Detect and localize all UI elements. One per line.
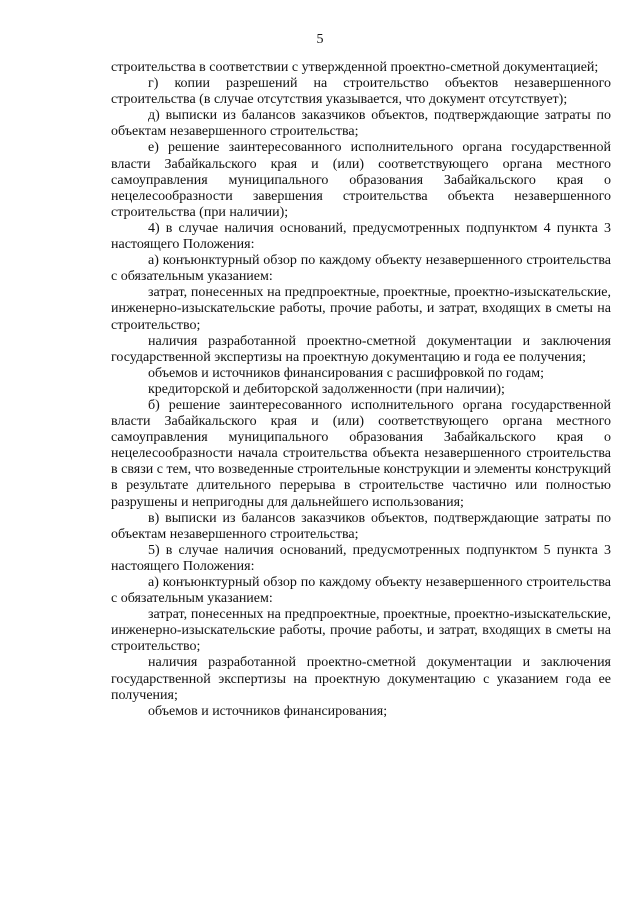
paragraph: объемов и источников финансирования с расшифровкой по годам; (148, 365, 544, 381)
paragraph: д) выписки из балансов заказчиков объектов, подтверждающие затраты по объектам незавершенного строительства; (111, 108, 611, 140)
paragraph: г) копии разрешений на строительство объектов незавершенного строительства (в случае отсутствия указывается, что документ отсутствует); (111, 76, 611, 108)
paragraph: в) выписки из балансов заказчиков объектов, подтверждающие затраты по объектам незавершенного строительства; (111, 510, 611, 542)
paragraph: е) решение заинтересованного исполнительного органа государственной власти Забайкальского края и (или) соответствующего органа местного самоуправления муниципального образования Забайкальского края о нецелесообразности завершения строительства объекта незавершенного строительства (при наличии); (111, 140, 611, 220)
paragraph: б) решение заинтересованного исполнительного органа государственной власти Забайкальского края и (или) соответствующего органа местного самоуправления муниципального образования Забайкальского края о нецелесообразности начала строительства объекта незавершенного строительства в связи с тем, что возведенные строительные конструкции и элементы конструкций в результате длительного перерыва в строительстве частично или полностью разрушены и непригодны для дальнейшего использования; (111, 397, 611, 510)
paragraph: строительства в соответствии с утвержденной проектно-сметной документацией; (111, 60, 599, 75)
paragraph: а) конъюнктурный обзор по каждому объекту незавершенного строительства с обязательным указанием: (111, 575, 611, 607)
paragraph: объемов и источников финансирования; (148, 703, 388, 719)
paragraph: 4) в случае наличия оснований, предусмотренных подпунктом 4 пункта 3 настоящего Положения: (111, 220, 611, 253)
paragraph: наличия разработанной проектно-сметной документации и заключения государственной экспертизы на проектную документацию и года ее получения; (111, 333, 611, 365)
paragraph: затрат, понесенных на предпроектные, проектные, проектно-изыскательские, инженерно-изыскательские работы, прочие работы, и затрат, входящих в сметы на строительство; (111, 607, 611, 655)
paragraph: затрат, понесенных на предпроектные, проектные, проектно-изыскательские, инженерно-изыскательские работы, прочие работы, и затрат, входящих в сметы на строительство; (111, 285, 611, 333)
paragraph: 5) в случае наличия оснований, предусмотренных подпунктом 5 пункта 3 настоящего Положения: (111, 542, 611, 574)
page-number: 5 (316, 32, 324, 47)
document-body (111, 60, 611, 720)
paragraph: кредиторской и дебиторской задолженности (при наличии); (148, 381, 505, 397)
paragraph: а) конъюнктурный обзор по каждому объекту незавершенного строительства с обязательным указанием: (111, 253, 611, 285)
paragraph: наличия разработанной проектно-сметной документации и заключения государственной экспертизы на проектную документацию с указанием года ее получения; (111, 655, 611, 703)
